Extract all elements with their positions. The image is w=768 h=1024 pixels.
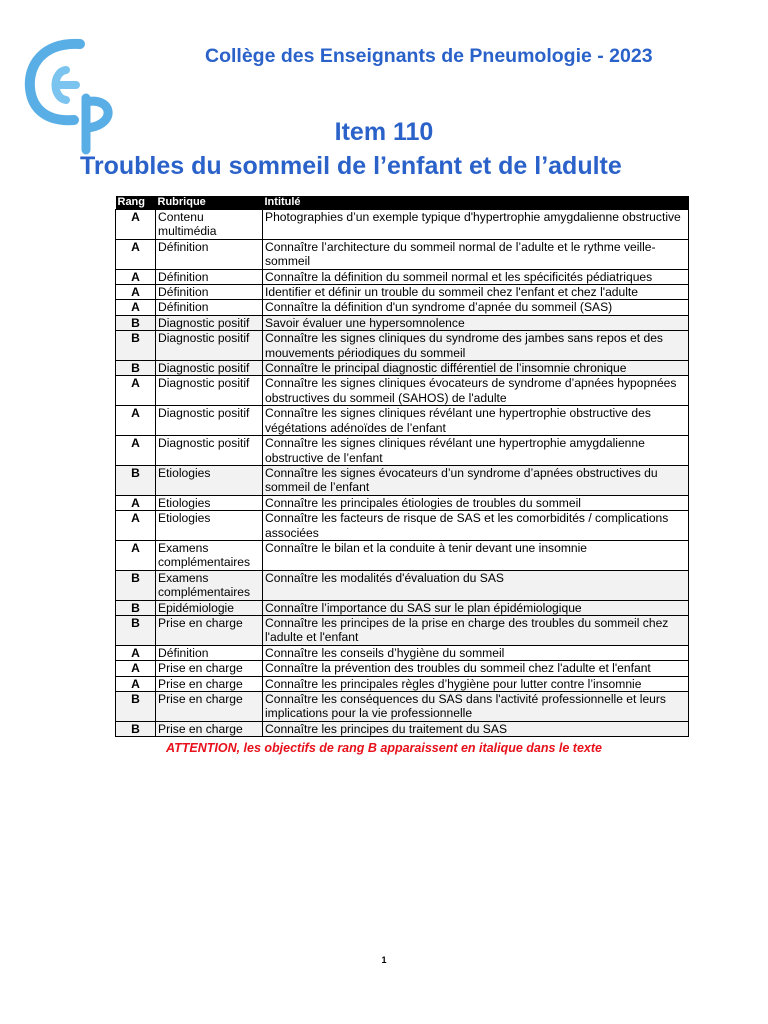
table-row [116, 721, 689, 736]
intitule-cell: Connaître les modalités d'évaluation du SAS [263, 570, 689, 600]
rubrique-cell: Prise en charge [156, 615, 263, 645]
rubrique-cell: Etiologies [156, 495, 263, 510]
intitule-cell: Connaître les principales étiologies de troubles du sommeil [263, 495, 689, 510]
intitule-cell: Savoir évaluer une hypersomnolence [263, 315, 689, 330]
table-row [116, 331, 689, 361]
rubrique-cell: Prise en charge [156, 661, 263, 676]
table-row [116, 285, 689, 300]
table-row [116, 465, 689, 495]
intitule-cell: Connaître les signes cliniques révélant une hypertrophie amygdalienne obstructive de l’enfant [263, 436, 689, 466]
table-row [116, 615, 689, 645]
rubrique-cell: Prise en charge [156, 676, 263, 691]
rang-cell: A [116, 495, 156, 510]
table-row [116, 269, 689, 284]
table-row [116, 540, 689, 570]
table-row [116, 361, 689, 376]
page-number: 1 [381, 955, 387, 965]
intitule-cell: Connaître les conséquences du SAS dans l'activité professionnelle et leurs implications pour la vie professionnelle [263, 692, 689, 722]
table-row [116, 676, 689, 691]
table-row [116, 210, 689, 240]
intitule-cell: Photographies d’un exemple typique d'hypertrophie amygdalienne obstructive [263, 210, 689, 240]
header-rubrique: Rubrique [156, 196, 263, 210]
rang-cell: A [116, 269, 156, 284]
rubrique-cell: Etiologies [156, 465, 263, 495]
rubrique-cell: Définition [156, 239, 263, 269]
rubrique-cell: Diagnostic positif [156, 315, 263, 330]
header-rang: Rang [116, 196, 156, 210]
intitule-cell: Connaître les principes du traitement du SAS [263, 721, 689, 736]
rubrique-cell: Définition [156, 269, 263, 284]
table-row [116, 661, 689, 676]
rang-cell: A [116, 239, 156, 269]
rang-cell: B [116, 615, 156, 645]
rang-cell: B [116, 570, 156, 600]
intitule-cell: Connaître les facteurs de risque de SAS et les comorbidités / complications associées [263, 511, 689, 541]
table-row [116, 692, 689, 722]
table-row [116, 239, 689, 269]
table-row [116, 300, 689, 315]
intitule-cell: Connaître la définition du sommeil normal et les spécificités pédiatriques [263, 269, 689, 284]
table-row [116, 600, 689, 615]
intitule-cell: Connaître les signes cliniques révélant une hypertrophie obstructive des végétations adénoïdes de l’enfant [263, 406, 689, 436]
header-intitule: Intitulé [263, 196, 689, 210]
intitule-cell: Connaître la prévention des troubles du sommeil chez l'adulte et l'enfant [263, 661, 689, 676]
objectives-table [115, 196, 689, 737]
intitule-cell: Connaître les signes cliniques évocateurs de syndrome d’apnées hypopnées obstructives du sommeil (SAHOS) de l'adulte [263, 376, 689, 406]
rang-cell: A [116, 511, 156, 541]
rang-cell: B [116, 361, 156, 376]
rang-cell: A [116, 661, 156, 676]
intitule-cell: Connaître l’importance du SAS sur le plan épidémiologique [263, 600, 689, 615]
rubrique-cell: Définition [156, 300, 263, 315]
rang-cell: B [116, 600, 156, 615]
rang-cell: A [116, 540, 156, 570]
table-row [116, 406, 689, 436]
rubrique-cell: Epidémiologie [156, 600, 263, 615]
rubrique-cell: Diagnostic positif [156, 406, 263, 436]
intitule-cell: Connaître l’architecture du sommeil normal de l’adulte et le rythme veille-sommeil [263, 239, 689, 269]
item-title: Item 110 [334, 118, 434, 146]
rubrique-cell: Examens complémentaires [156, 570, 263, 600]
rang-cell: A [116, 210, 156, 240]
rubrique-cell: Diagnostic positif [156, 331, 263, 361]
table-row [116, 511, 689, 541]
intitule-cell: Connaître la définition d'un syndrome d’apnée du sommeil (SAS) [263, 300, 689, 315]
rang-cell: B [116, 465, 156, 495]
table-row [116, 436, 689, 466]
intitule-cell: Identifier et définir un trouble du sommeil chez l'enfant et chez l'adulte [263, 285, 689, 300]
table-row [116, 495, 689, 510]
intitule-cell: Connaître les signes évocateurs d’un syndrome d’apnées obstructives du sommeil de l’enfant [263, 465, 689, 495]
table-header-row [116, 196, 689, 210]
table-row [116, 570, 689, 600]
rang-cell: A [116, 676, 156, 691]
rubrique-cell: Définition [156, 645, 263, 660]
rubrique-cell: Diagnostic positif [156, 376, 263, 406]
rang-cell: B [116, 331, 156, 361]
rubrique-cell: Contenu multimédia [156, 210, 263, 240]
intitule-cell: Connaître le principal diagnostic différentiel de l’insomnie chronique [263, 361, 689, 376]
rang-cell: B [116, 315, 156, 330]
table-row [116, 645, 689, 660]
item-subtitle: Troubles du sommeil de l’enfant et de l’adulte [80, 152, 622, 180]
table-row [116, 315, 689, 330]
intitule-cell: Connaître les conseils d’hygiène du sommeil [263, 645, 689, 660]
rubrique-cell: Diagnostic positif [156, 436, 263, 466]
rang-cell: A [116, 300, 156, 315]
rang-cell: A [116, 406, 156, 436]
rang-cell: A [116, 376, 156, 406]
rang-cell: A [116, 285, 156, 300]
rubrique-cell: Examens complémentaires [156, 540, 263, 570]
table-row [116, 376, 689, 406]
rubrique-cell: Définition [156, 285, 263, 300]
rubrique-cell: Prise en charge [156, 721, 263, 736]
rang-cell: A [116, 645, 156, 660]
intitule-cell: Connaître les principales règles d’hygiène pour lutter contre l’insomnie [263, 676, 689, 691]
rubrique-cell: Etiologies [156, 511, 263, 541]
rubrique-cell: Diagnostic positif [156, 361, 263, 376]
rang-b-warning: ATTENTION, les objectifs de rang B apparaissent en italique dans le texte [166, 741, 602, 755]
rang-cell: B [116, 721, 156, 736]
rang-cell: B [116, 692, 156, 722]
college-header: Collège des Enseignants de Pneumologie - 2023 [205, 45, 653, 67]
intitule-cell: Connaître les principes de la prise en charge des troubles du sommeil chez l'adulte et l'enfant [263, 615, 689, 645]
rubrique-cell: Prise en charge [156, 692, 263, 722]
rang-cell: A [116, 436, 156, 466]
intitule-cell: Connaître les signes cliniques du syndrome des jambes sans repos et des mouvements périodiques du sommeil [263, 331, 689, 361]
intitule-cell: Connaître le bilan et la conduite à tenir devant une insomnie [263, 540, 689, 570]
